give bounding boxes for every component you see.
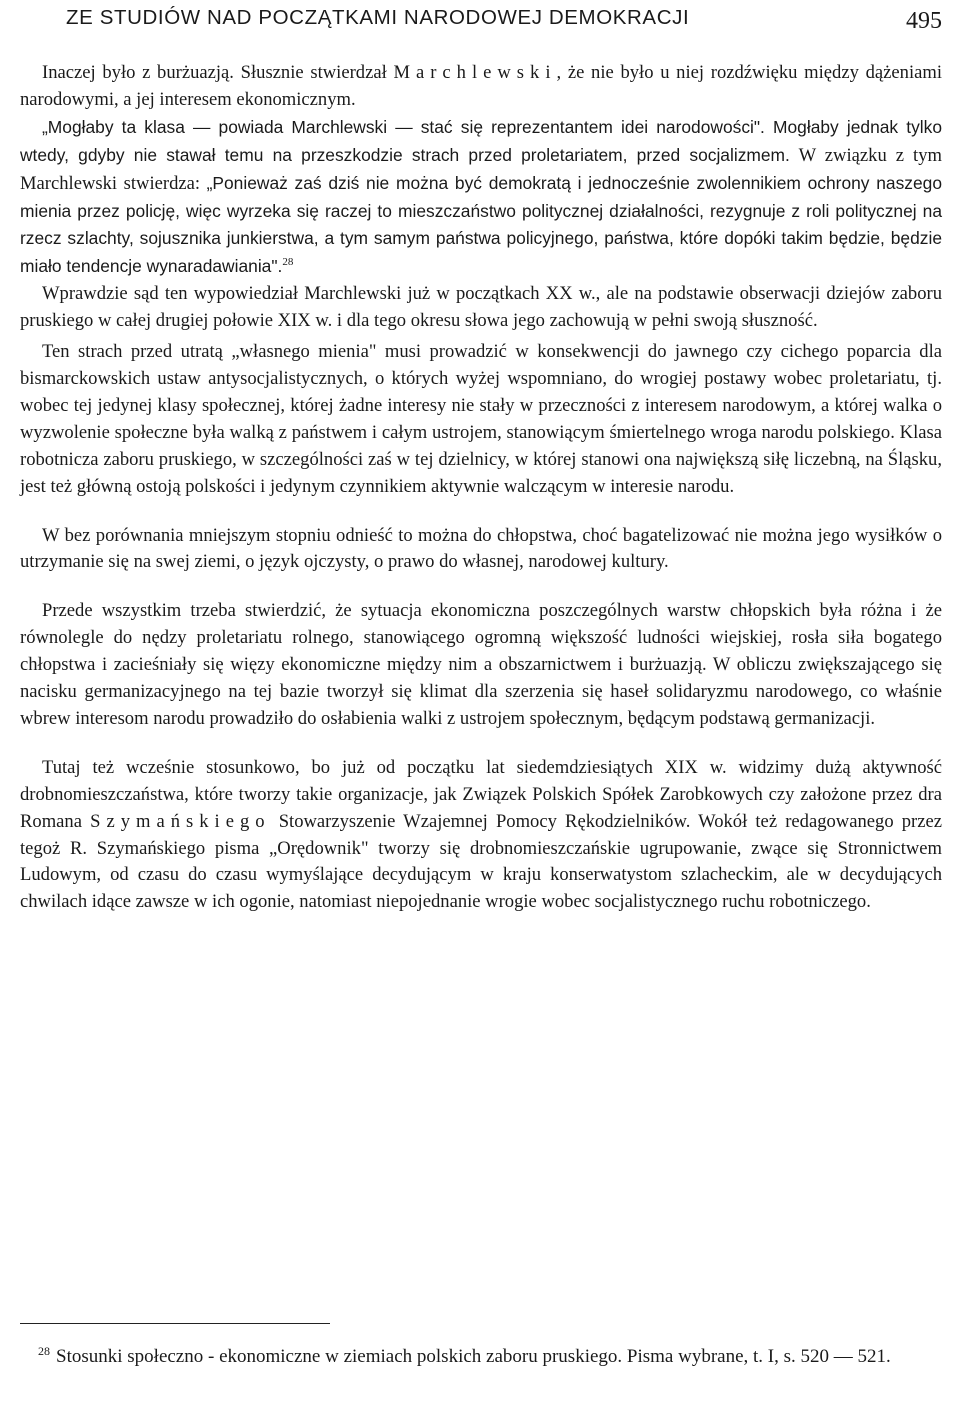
paragraph-3: Wprawdzie sąd ten wypowiedział Marchlewski już w początkach XX w., ale na podstawie obserwacji dziejów zaboru pruskiego w całej drugiej połowie XIX w. i dla tego okresu słowa jego zachowują w pełni swoją słuszność. xyxy=(20,283,942,332)
paragraph-6: Przede wszystkim trzeba stwierdzić, że sytuacja ekonomiczna poszczególnych warstw chłopskich była różna i że równolegle do nędzy proletariatu rolnego, stanowiącego ogromną większość ludności wiejskiej, rosła siła bogatego chłopstwa i zacieśniały się więzy ekonomiczne między nim a obszarnictwem i burżuazją. W obliczu zwiększającego się nacisku germanizacyjnego na tej bazie tworzył się klimat dla szerzenia się haseł solidaryzmu narodowego, co właśnie wbrew interesom narodu prowadziło do osłabienia walki z ustrojem społecznym, będącym podstawą germanizacji. xyxy=(20,600,942,729)
running-title: ZE STUDIÓW NAD POCZĄTKAMI NARODOWEJ DEMOKRACJI xyxy=(66,6,690,29)
paragraph-1 xyxy=(20,60,942,114)
paragraph-5: W bez porównania mniejszym stopniu odnieść to można do chłopstwa, choć bagatelizować nie można jego wysiłków o utrzymanie się na swej ziemi, o język ojczysty, o prawo do własnej, narodowej kultury. xyxy=(20,524,942,573)
book-page xyxy=(20,0,942,1410)
paragraph-4: Ten strach przed utratą „własnego mienia" musi prowadzić w konsekwencji do jawnego czy cichego poparcia dla bismarckowskich ustaw antysocjalistycznych, o których wyżej wspomniano, do wrogiej postawy wobec proletariatu, tj. wobec tej jedynej klasy społecznej, której żadne interesy nie stały w przeczności z interesem narodowym, a której walka o wyzwolenie społeczne była walką z państwem i całym ustrojem, stanowiącym śmiertelnego wroga narodu polskiego. Klasa robotnicza zaboru pruskiego, w szczególności zaś w tej dzielnicy, w której stanowi ona największą siłę liczebną, na Śląsku, jest też główną ostoją polskości i jedynym czynnikiem aktywnie walczącym w interesie narodu. xyxy=(20,341,942,497)
page-number: 495 xyxy=(906,8,942,34)
running-header xyxy=(20,4,942,34)
paragraph-1-text-b: , że nie było u niej rozdźwięku między dążeniami narodowymi, a jej interesem ekonomicznym. xyxy=(20,62,942,110)
footnote-mark: 28 xyxy=(38,1343,50,1358)
paragraph-2-text: W związku z tym Marchlewski stwierdza: xyxy=(20,144,942,194)
paragraph-7-text-b: Stowarzyszenie Wzajemnej Pomocy Rękodzielników. Wokół też redagowanego przez tegoż R. Szymańskiego pisma „Orędownik" tworzy się drobnomieszczańskie ugrupowanie, zwące się Stronnictwem Ludowym, od czasu do czasu wymyślające decydującym w kraju konserwatystom szlacheckim, ale w decydujących chwilach idące zawsze w ich ogonie, natomiast niepojednanie wrogie wobec socjalistycznego ruchu robotniczego. xyxy=(20,810,942,913)
paragraph-2 xyxy=(20,114,942,281)
paragraph-2-quote: „Ponieważ zaś dziś nie można być demokratą i jednocześnie zwolennikiem ochrony naszego mienia przez policję, więc wyrzeka się raczej to mieszczaństwo politycznej działalności, rezygnuje z roli politycznej na rzecz szlachty, sojusznika junkierstwa, a tym samym państwa policyjnego, państwa, które dopóki takim będzie, będzie miało tendencje wynaradawiania". xyxy=(20,172,942,277)
footnote-entry xyxy=(20,1344,942,1370)
footnote-text: Stosunki społeczno - ekonomiczne w ziemiach polskich zaboru pruskiego. Pisma wybrane, t. I, s. 520 — 521. xyxy=(56,1346,891,1367)
paragraph-7-text-a: Tutaj też wcześnie stosunkowo, bo już od początku lat siedemdziesiątych XIX w. widzimy dużą aktywność drobnomieszczaństwa, które tworzy takie organizacje, jak Związek Polskich Spółek Zarobkowych czy założone przez dra Romana xyxy=(20,756,942,832)
body-text xyxy=(20,60,942,916)
footnote-divider xyxy=(20,1323,330,1324)
footnote xyxy=(20,1344,942,1370)
paragraph-1-text-a: Inaczej było z burżuazją. Słusznie stwierdzał xyxy=(42,62,394,83)
person-name-szymanski: Szymańskiego xyxy=(90,810,271,832)
paragraph-2-quote-intro: „Mogłaby ta klasa — powiada Marchlewski — stać się reprezentantem idei narodowości". Mogłaby jednak tylko wtedy, gdyby nie stawał temu na przeszkodzie strach przed proletariatem, przed socjalizmem. xyxy=(20,116,942,165)
paragraph-7 xyxy=(20,755,942,916)
author-name-marchlewski: Marchlewski xyxy=(393,62,557,83)
footnote-reference: 28 xyxy=(282,256,294,269)
